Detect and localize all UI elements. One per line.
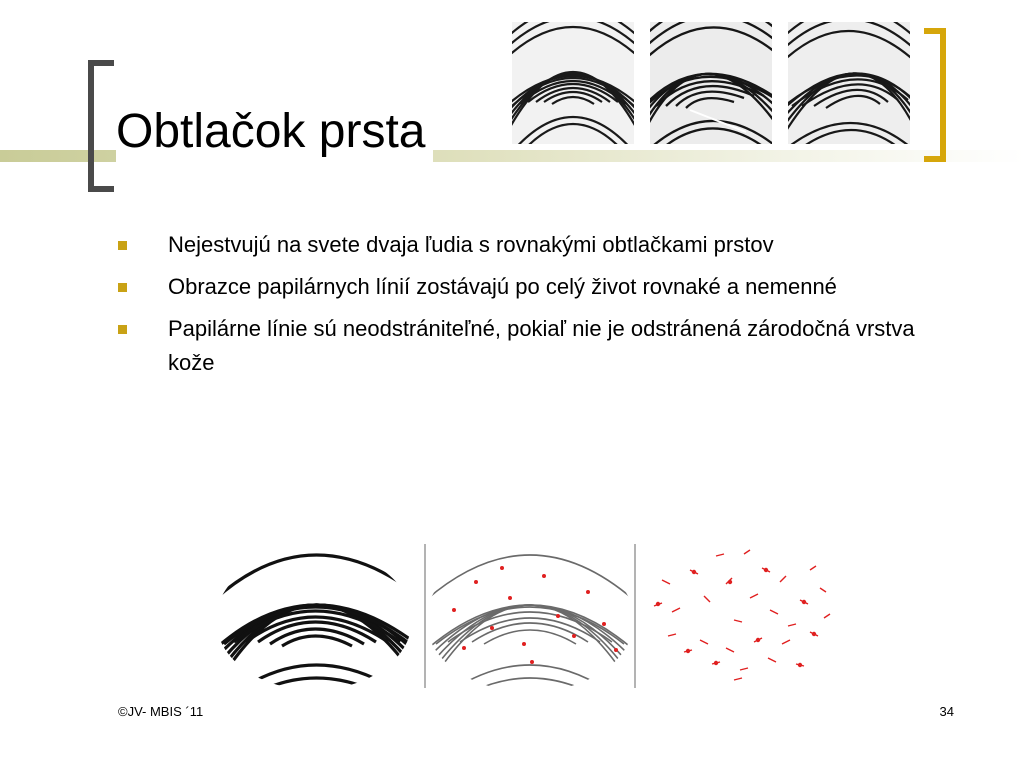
bullet-item [118,228,918,262]
bullet-item [118,270,918,304]
bullet-text: Papilárne línie sú neodstrániteľné, pokiaľ nie je odstránená zárodočná vrstva kože [168,316,915,375]
fingerprint-thumbnail-2 [650,22,772,144]
square-bullet-icon [118,241,127,250]
right-bracket-decoration [924,28,946,162]
thinned-fingerprint-image [426,540,634,690]
bullet-item [118,312,918,380]
fingerprint-thumbnails [512,22,910,144]
square-bullet-icon [118,283,127,292]
fingerprint-thumbnail-3 [788,22,910,144]
footer-copyright: ©JV- MBIS ´11 [118,704,204,719]
left-bracket-decoration [88,60,114,192]
page-number: 34 [939,704,954,719]
bullet-text: Obrazce papilárnych línií zostávajú po celý život rovnaké a nemenné [168,274,837,299]
slide-title: Obtlačok prsta [116,100,433,164]
fingerprint-processing-figure [214,540,848,690]
bullet-text: Nejestvujú na svete dvaja ľudia s rovnakými obtlačkami prstov [168,232,774,257]
minutiae-points-image [654,550,830,680]
square-bullet-icon [118,325,127,334]
fingerprint-thumbnail-1 [512,22,634,144]
bullet-list [118,228,918,388]
binarized-fingerprint-image [214,540,424,690]
